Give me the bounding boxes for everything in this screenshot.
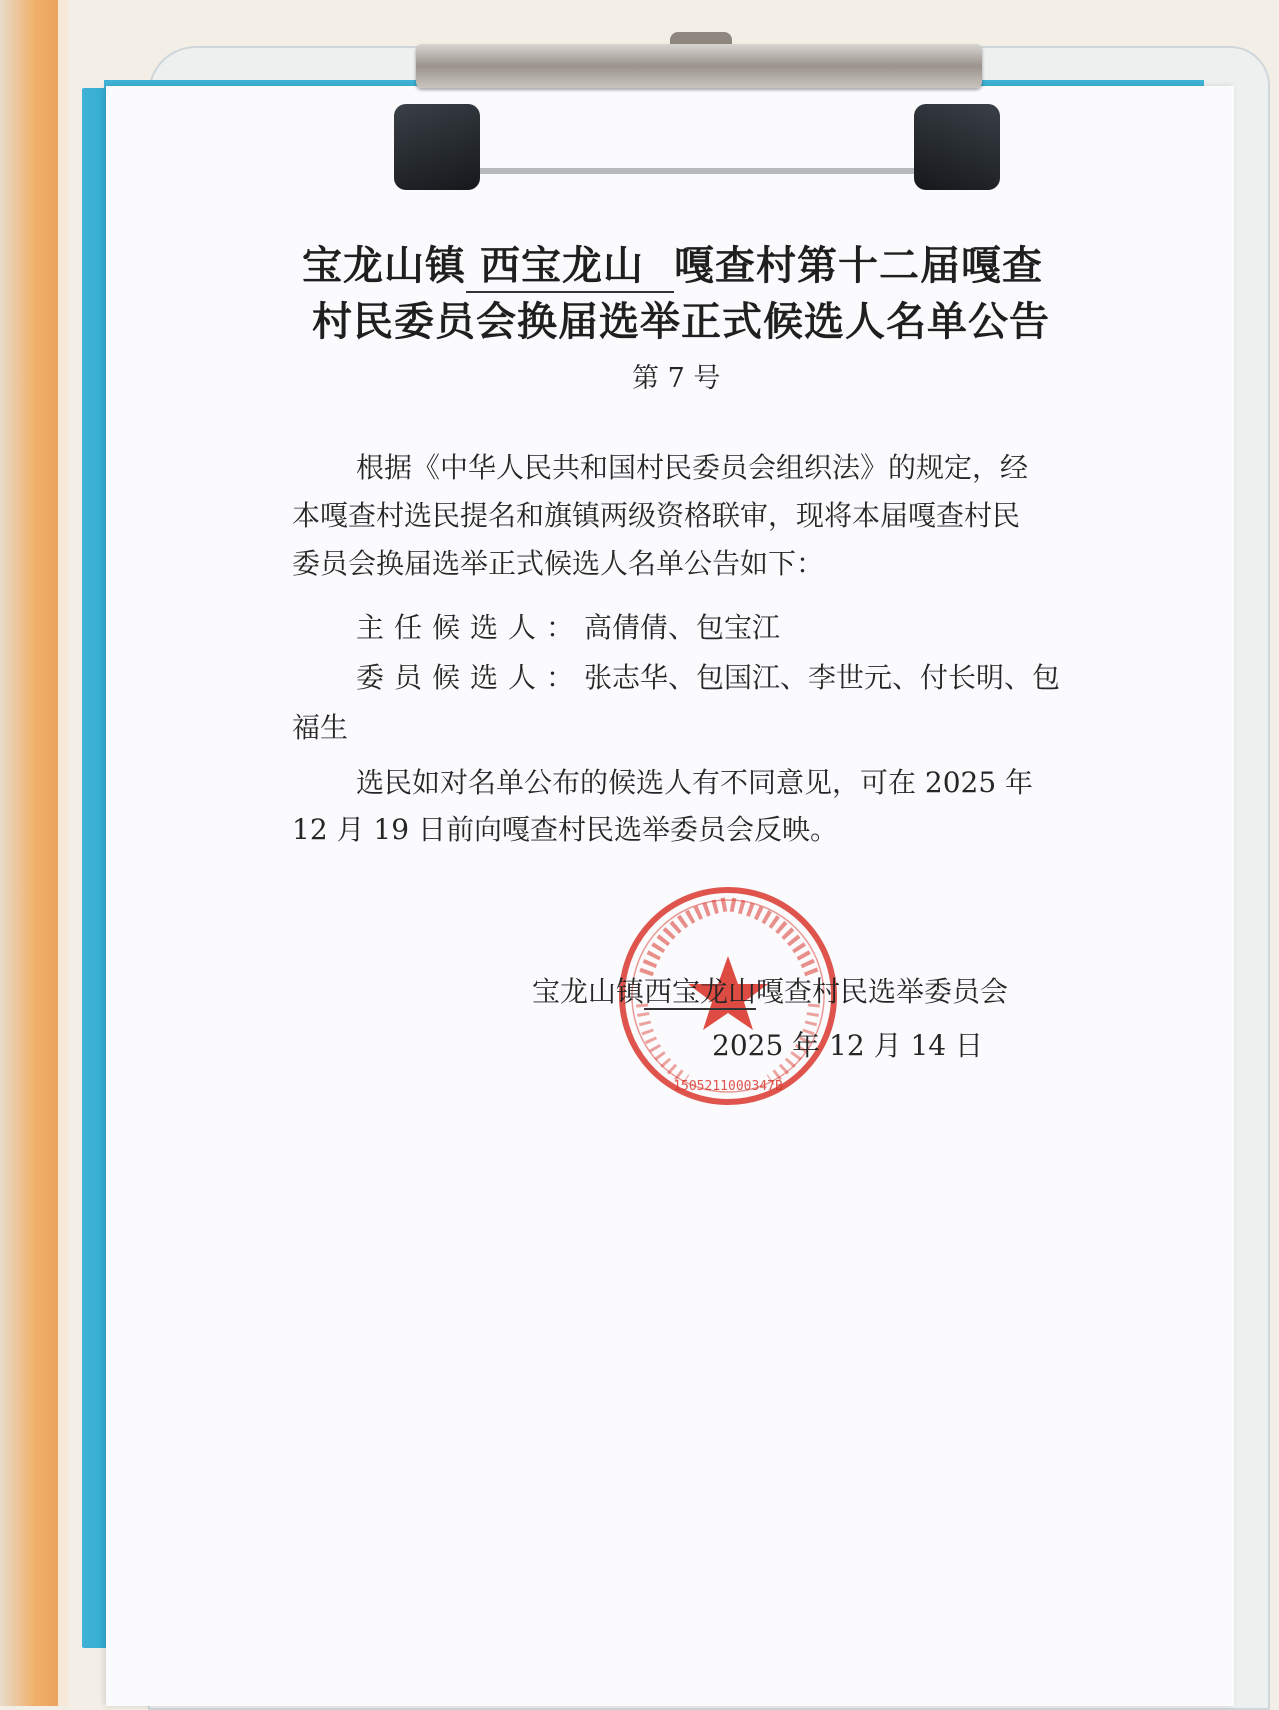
director-candidates [356,606,780,646]
clipboard-clip [416,44,982,88]
signature-organization [532,970,1008,1010]
issue-number: 第 7 号 [632,363,721,394]
member-names: 张志华、包国江、李世元、付长明、包 [584,661,1061,694]
paragraph-objection: 选民如对名单公布的候选人有不同意见，可在 2025 年 [356,766,1034,799]
director-label: 主任候选人： [356,611,585,644]
title-village-blank: 西宝龙山 [466,234,674,293]
signature-town: 宝龙山镇 [532,975,645,1008]
notice-title-line2: 村民委员会换届选举正式候选人名单公告 [312,298,1050,345]
seal-serial: 1505211000347B [673,1079,783,1094]
paragraph-intro-line: 根据《中华人民共和国村民委员会组织法》的规定，经 [356,451,1029,484]
notice-title-line1 [302,234,1043,293]
title-suffix: 嘎查村第十二届嘎查 [674,242,1043,289]
member-label: 委员候选人： [356,661,585,694]
wall-edge [58,0,68,1706]
member-candidates [356,656,1060,696]
signature-committee: 嘎查村民选举委员会 [756,975,1009,1008]
paragraph-intro [292,444,1028,588]
director-names: 高倩倩、包宝江 [584,611,781,644]
title-town: 宝龙山镇 [302,242,466,289]
wall-stripe [0,0,58,1706]
member-names-continued: 福生 [292,711,349,744]
paragraph-intro-line: 委员会换届选举正式候选人名单公告如下： [292,547,825,580]
signature-village-blank: 西宝龙山 [644,975,757,1008]
signature-date: 2025 年 12 月 14 日 [712,1029,984,1062]
clip-wire [430,138,952,174]
clip-foot-right [914,104,1000,190]
clip-foot-left [394,104,480,190]
paragraph-objection-line2: 12 月 19 日前向嘎查村民选举委员会反映。 [292,813,838,846]
paragraph-intro-line: 本嘎查村选民提名和旗镇两级资格联审，现将本届嘎查村民 [292,499,1021,532]
